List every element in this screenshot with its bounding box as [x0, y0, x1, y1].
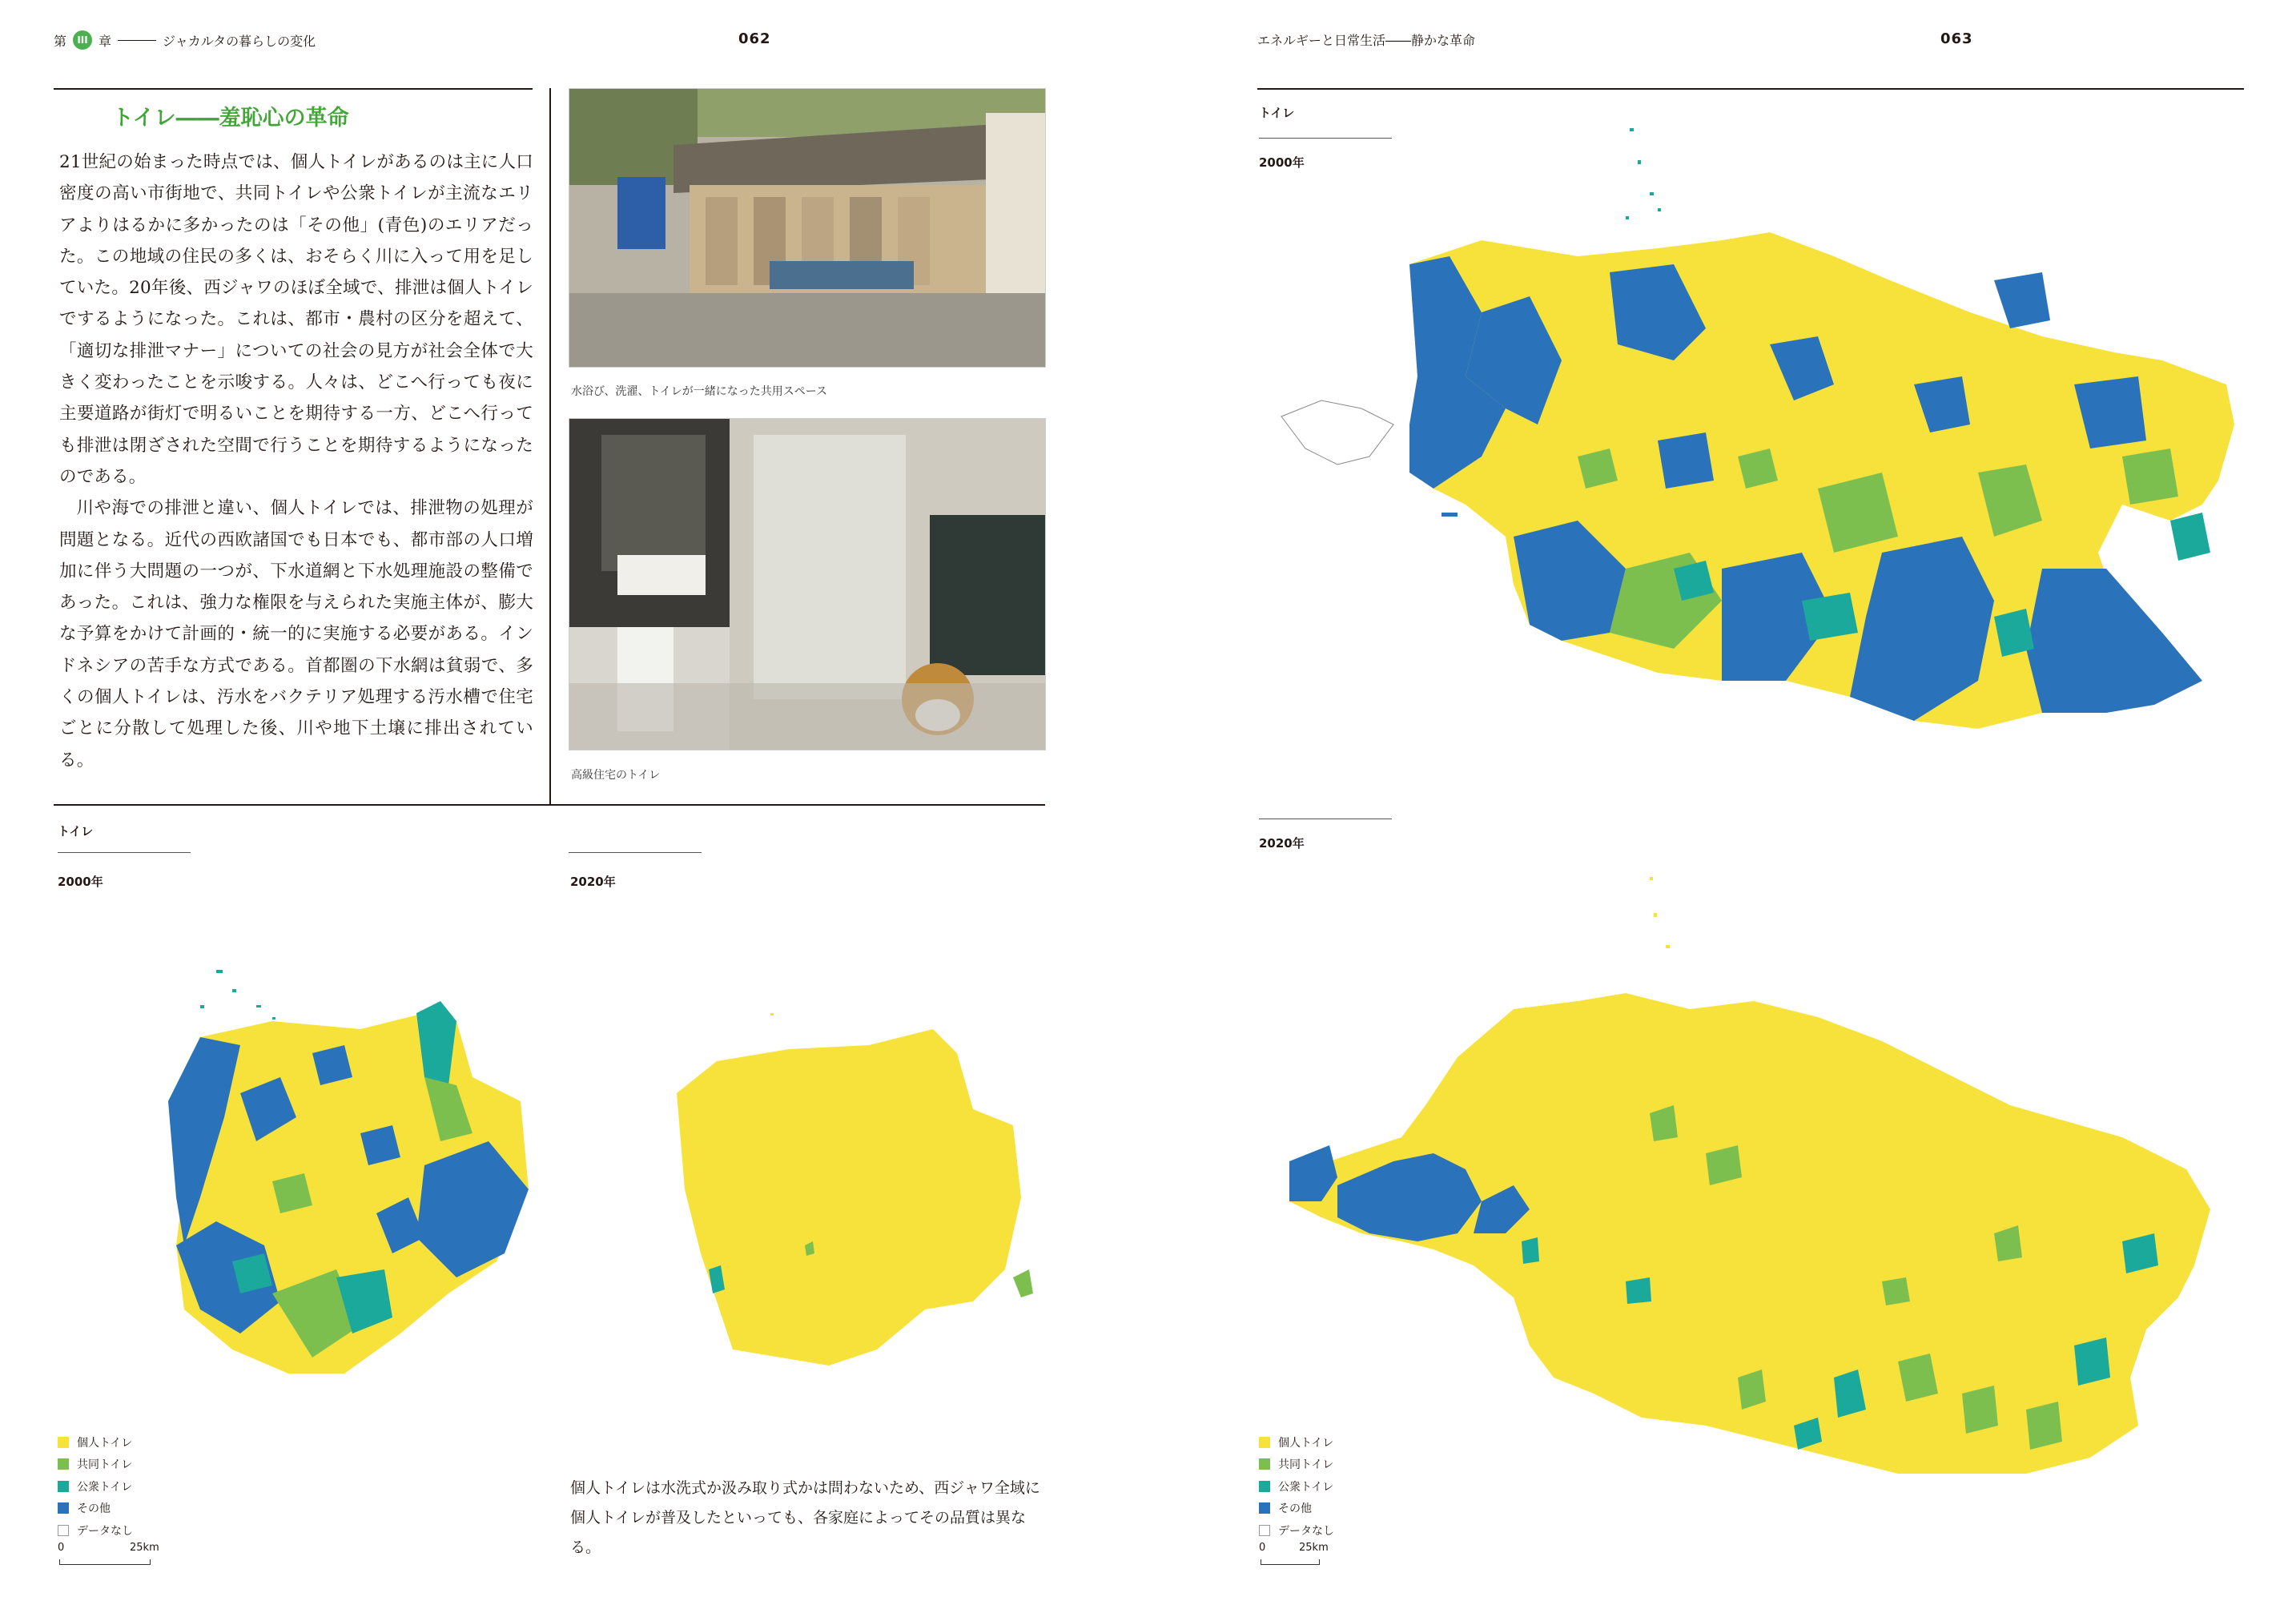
legend-label: 共同トイレ	[1278, 1458, 1334, 1472]
map-westjava-2020	[1273, 865, 2250, 1490]
legend-item	[1259, 1475, 1334, 1498]
paragraph-1: 21世紀の始まった時点では、個人トイレがあるのは主に人口密度の高い市街地で、共同トイレや公衆トイレが主流なエリアよりはるかに多かったのは「その他」(青色)のエリアだった。この地域の住民の多くは、おそらく川に入って用を足していた。20年後、西ジャワのほぼ全域で、排泄は個人トイレでするようになった。これは、都市・農村の区分を超えて、「適切な排泄マナー」についての社会の見方が社会全体で大きく変わったことを示唆する。人々は、どこへ行っても夜に主要道路が街灯で明るいことを期待する一方、どこへ行っても排泄は閉ざされた空間で行うことを期待するようになったのである。	[59, 152, 533, 487]
legend-swatch-yellow	[58, 1437, 69, 1448]
body-text	[59, 147, 533, 776]
note-text: 個人トイレは水洗式か汲み取り式かは問わないため、西ジャワ全域に個人トイレが普及したといっても、各家庭によってその品質は異なる。	[570, 1479, 1040, 1556]
legend-swatch-blue	[58, 1502, 69, 1514]
legend-item	[1259, 1498, 1334, 1520]
legend-item	[1259, 1454, 1334, 1476]
legend-label: 公衆トイレ	[77, 1480, 133, 1494]
photo-shared-bathing-space-image	[569, 89, 1045, 367]
photo-shared-bathing-space	[569, 88, 1046, 368]
right-running-head: エネルギーと日常生活――静かな革命	[1257, 33, 1476, 48]
left-running-head	[54, 30, 316, 50]
legend-label: データなし	[1278, 1524, 1334, 1538]
scale-distance: 25km	[1299, 1542, 1329, 1554]
map-year-2020-left: 2020年	[570, 875, 616, 889]
scale-zero: 0	[1259, 1542, 1266, 1554]
legend-item	[58, 1498, 133, 1520]
legend-swatch-yellow	[1259, 1437, 1270, 1448]
map-jakarta-2020	[669, 1013, 1053, 1382]
photo2-caption: 高級住宅のトイレ	[571, 769, 661, 782]
legend-item	[58, 1519, 133, 1542]
chapter-title: ジャカルタの暮らしの変化	[163, 33, 316, 49]
legend-label: その他	[1278, 1502, 1312, 1516]
paragraph-2: 川や海での排泄と違い、個人トイレでは、排泄物の処理が問題となる。近代の西欧諸国でも日本でも、都市部の人口増加に伴う大問題の一つが、下水道網と下水処理施設の整備であった。これは、強力な権限を与えられた実施主体が、膨大な予算をかけて計画的・統一的に実施する必要がある。インドネシアの苦手な方式である。首都圏の下水網は貧弱で、多くの個人トイレは、汚水をバクテリア処理する汚水槽で住宅ごとに分散して処理した後、川や地下土壌に排出されている。	[59, 498, 533, 770]
dash-line	[118, 40, 156, 41]
legend-item	[58, 1431, 133, 1454]
page-number-left: 062	[738, 30, 771, 47]
section-rule	[54, 804, 1045, 806]
chapter-suffix: 章	[99, 33, 112, 49]
right-top-rule	[1257, 88, 2244, 90]
map-section-label-left: トイレ	[58, 824, 94, 839]
chapter-prefix: 第	[54, 33, 67, 49]
legend-swatch-nodata	[58, 1525, 69, 1536]
legend-right	[1259, 1431, 1334, 1542]
legend-item	[1259, 1431, 1334, 1454]
chapter-number-badge: III	[73, 30, 92, 50]
photo-highend-toilet-image	[569, 419, 1045, 750]
legend-label: データなし	[77, 1524, 133, 1538]
legend-item	[58, 1454, 133, 1476]
scale-bar-left	[58, 1542, 159, 1554]
legend-swatch-teal	[58, 1481, 69, 1492]
map-year-2020-right: 2020年	[1259, 836, 1305, 851]
photo-highend-toilet	[569, 418, 1046, 750]
column-top-rule	[54, 88, 533, 90]
legend-swatch-green	[58, 1458, 69, 1470]
page-number-right: 063	[1940, 30, 1973, 47]
legend-item	[1259, 1519, 1334, 1542]
legend-swatch-teal	[1259, 1481, 1270, 1492]
scale-line	[1261, 1559, 1320, 1565]
section-title: トイレ――羞恥心の革命	[112, 106, 349, 131]
label-rule-2	[569, 852, 702, 853]
map-year-2000-right: 2000年	[1259, 155, 1305, 170]
map-year-2000-left: 2000年	[58, 875, 103, 889]
legend-label: 共同トイレ	[77, 1458, 133, 1472]
scale-distance: 25km	[130, 1542, 159, 1554]
legend-swatch-nodata	[1259, 1525, 1270, 1536]
map-jakarta-2000	[152, 957, 537, 1390]
map-westjava-2000	[1273, 120, 2250, 745]
map-section-label-right: トイレ	[1259, 106, 1295, 120]
legend-left	[58, 1431, 133, 1542]
label-rule-1	[58, 852, 191, 853]
column-divider	[549, 88, 551, 805]
scale-line	[59, 1559, 151, 1565]
legend-swatch-green	[1259, 1458, 1270, 1470]
legend-swatch-blue	[1259, 1502, 1270, 1514]
legend-label: 公衆トイレ	[1278, 1480, 1334, 1494]
legend-label: その他	[77, 1502, 111, 1516]
scale-zero: 0	[58, 1542, 65, 1554]
legend-label: 個人トイレ	[1278, 1436, 1334, 1450]
legend-item	[58, 1475, 133, 1498]
scale-bar-right	[1259, 1542, 1355, 1554]
photo1-caption: 水浴び、洗濯、トイレが一緒になった共用スペース	[571, 385, 828, 398]
legend-label: 個人トイレ	[77, 1436, 133, 1450]
